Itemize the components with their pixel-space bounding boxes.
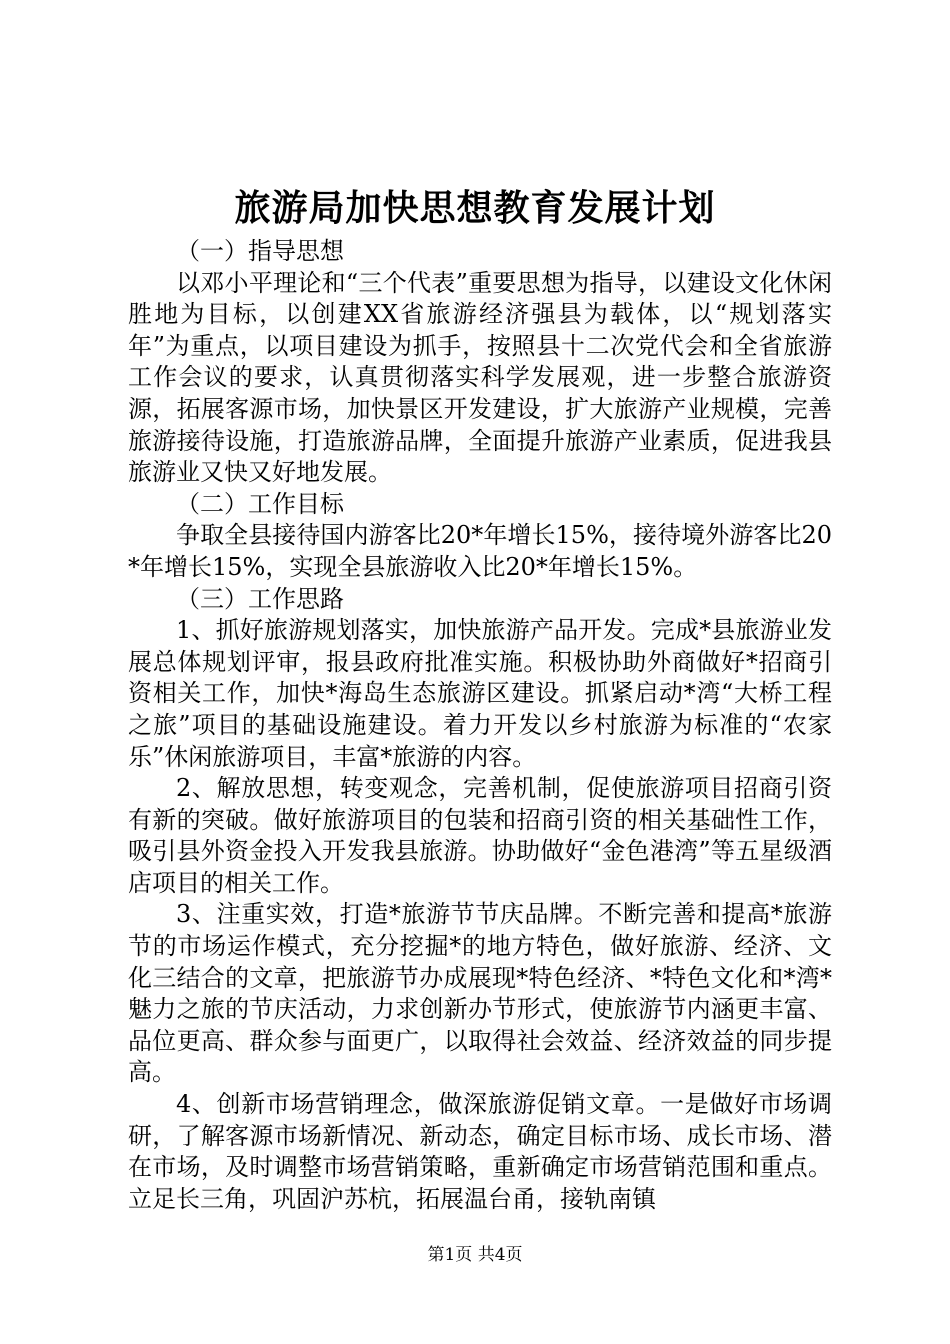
paragraph-approach-item-2: 2、解放思想，转变观念，完善机制，促使旅游项目招商引资有新的突破。做好旅游项目的包装和招商引资的相关基础性工作，吸引县外资金投入开发我县旅游。协助做好“金色港湾”等五星级酒店项目的相关工作。	[128, 774, 832, 897]
paragraph-guiding-ideology: 以邓小平理论和“三个代表”重要思想为指导，以建设文化休闲胜地为目标，以创建XX省旅游经济强县为载体，以“规划落实年”为重点，以项目建设为抓手，按照县十二次党代会和全省旅游工作会议的要求，认真贯彻落实科学发展观，进一步整合旅游资源，拓展客源市场，加快景区开发建设，扩大旅游产业规模，完善旅游接待设施，打造旅游品牌，全面提升旅游产业素质，促进我县旅游业又快又好地发展。	[128, 268, 832, 487]
document-body	[128, 236, 832, 1215]
document-title: 旅游局加快思想教育发展计划	[234, 188, 716, 229]
paragraph-approach-item-3: 3、注重实效，打造*旅游节节庆品牌。不断完善和提高*旅游节的市场运作模式，充分挖掘*的地方特色，做好旅游、经济、文化三结合的文章，把旅游节办成展现*特色经济、*特色文化和*湾*魅力之旅的节庆活动，力求创新办节形式，使旅游节内涵更丰富、品位更高、群众参与面更广，以取得社会效益、经济效益的同步提高。	[128, 900, 832, 1087]
paragraph-work-goals: 争取全县接待国内游客比20*年增长15%，接待境外游客比20*年增长15%，实现全县旅游收入比20*年增长15%。	[128, 521, 832, 581]
paragraph-approach-item-4: 4、创新市场营销理念，做深旅游促销文章。一是做好市场调研，了解客源市场新情况、新动态，确定目标市场、成长市场、潜在市场，及时调整市场营销策略，重新确定市场营销范围和重点。立足长三角，巩固沪苏杭，拓展温台甬，接轨南镇	[128, 1090, 832, 1213]
section-heading-work-approach: （三）工作思路	[176, 584, 344, 613]
paragraph-approach-item-1: 1、抓好旅游规划落实，加快旅游产品开发。完成*县旅游业发展总体规划评审，报县政府批准实施。积极协助外商做好*招商引资相关工作，加快*海岛生态旅游区建设。抓紧启动*湾“大桥工程之旅”项目的基础设施建设。着力开发以乡村旅游为标准的“农家乐”休闲旅游项目，丰富*旅游的内容。	[128, 616, 832, 771]
page-number-footer: 第1页 共4页	[427, 1245, 523, 1265]
section-heading-guiding-ideology: （一）指导思想	[176, 237, 344, 265]
section-heading-work-goals: （二）工作目标	[176, 489, 344, 518]
